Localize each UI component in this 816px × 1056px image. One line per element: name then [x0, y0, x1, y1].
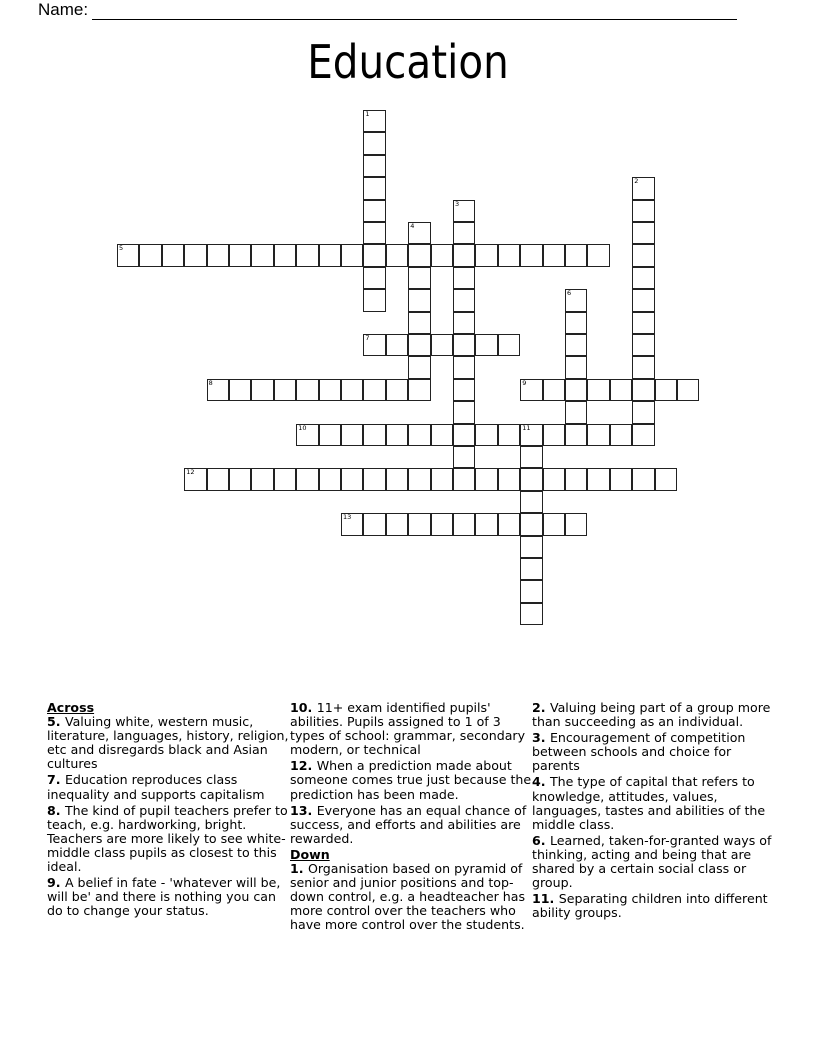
grid-cell[interactable]: [565, 356, 587, 378]
grid-cell[interactable]: [408, 356, 430, 378]
grid-cell[interactable]: [408, 424, 430, 446]
grid-cell[interactable]: [520, 580, 542, 602]
grid-cell[interactable]: [677, 379, 699, 401]
grid-cell[interactable]: [632, 200, 654, 222]
down-clue: 11. Separating children into different ability groups.: [532, 891, 768, 921]
grid-cell[interactable]: [431, 513, 453, 535]
grid-cell[interactable]: [319, 379, 341, 401]
grid-cell[interactable]: [363, 132, 385, 154]
grid-cell[interactable]: [207, 379, 229, 401]
grid-cell[interactable]: [655, 468, 677, 490]
grid-cell[interactable]: [610, 379, 632, 401]
grid-cell[interactable]: [431, 334, 453, 356]
grid-cell[interactable]: [319, 468, 341, 490]
grid-cell[interactable]: [587, 468, 609, 490]
grid-cell[interactable]: [229, 379, 251, 401]
grid-cell[interactable]: [632, 424, 654, 446]
grid-cell[interactable]: [386, 334, 408, 356]
grid-cell[interactable]: [431, 468, 453, 490]
grid-cell[interactable]: [632, 334, 654, 356]
across-clue: 10. 11+ exam identified pupils' abilities. Pupils assigned to 1 of 3 types of school: grammar, secondary modern, or technical: [290, 700, 526, 758]
clue-text: Separating children into different ability groups.: [532, 891, 768, 921]
grid-cell[interactable]: [453, 446, 475, 468]
clues-column-3: [532, 701, 777, 922]
grid-cell[interactable]: [520, 491, 542, 513]
grid-cell[interactable]: [543, 513, 565, 535]
clues-column-2: [290, 701, 535, 935]
grid-cell[interactable]: [543, 468, 565, 490]
grid-cell[interactable]: [610, 468, 632, 490]
clue-number: 6: [532, 832, 541, 848]
clue-number: 12: [290, 758, 308, 774]
grid-cell[interactable]: [431, 424, 453, 446]
cell-number: 8: [208, 378, 213, 387]
across-clue: 12. When a prediction made about someone comes true just because the prediction has been made.: [290, 758, 532, 802]
grid-cell[interactable]: [363, 155, 385, 177]
grid-cell[interactable]: [386, 513, 408, 535]
grid-cell[interactable]: [453, 401, 475, 423]
grid-cell[interactable]: [363, 267, 385, 289]
cell-number: 5: [119, 244, 124, 253]
clue-text: 11+ exam identified pupils' abilities. Pupils assigned to 1 of 3 types of school: grammar, secondary modern, or technical: [290, 700, 526, 758]
grid-cell[interactable]: [520, 244, 542, 266]
cell-number: 9: [522, 378, 527, 387]
name-label: Name:: [38, 0, 89, 19]
grid-cell[interactable]: [498, 334, 520, 356]
down-clue: 3. Encouragement of competition between schools and choice for parents: [532, 730, 746, 774]
grid-cell[interactable]: [587, 379, 609, 401]
across-clue: 13. Everyone has an equal chance of success, and efforts and abilities are rewarded.: [290, 802, 527, 846]
grid-cell[interactable]: [162, 244, 184, 266]
grid-cell[interactable]: [251, 379, 273, 401]
grid-cell[interactable]: [655, 379, 677, 401]
clue-text: Everyone has an equal chance of success, and efforts and abilities are rewarded.: [290, 802, 527, 846]
grid-cell[interactable]: [274, 468, 296, 490]
grid-cell[interactable]: [453, 379, 475, 401]
clue-text: Valuing white, western music, literature, languages, history, religion, etc and disregards black and Asian cultures: [47, 714, 289, 772]
grid-cell[interactable]: [453, 200, 475, 222]
grid-cell[interactable]: [453, 334, 475, 356]
clue-number: 13: [290, 802, 308, 818]
grid-cell[interactable]: [408, 267, 430, 289]
down-clue: 4. The type of capital that refers to knowledge, attitudes, values, languages, tastes and abilities of the middle class.: [532, 774, 766, 832]
grid-cell[interactable]: [520, 424, 542, 446]
grid-cell[interactable]: [632, 379, 654, 401]
grid-cell[interactable]: [184, 244, 206, 266]
grid-cell[interactable]: [587, 424, 609, 446]
grid-cell[interactable]: [296, 424, 318, 446]
grid-cell[interactable]: [632, 356, 654, 378]
grid-cell[interactable]: [386, 244, 408, 266]
grid-cell[interactable]: [520, 558, 542, 580]
clue-number: 7: [47, 772, 56, 788]
across-clue: 5. Valuing white, western music, literature, languages, history, religion, etc and disregards black and Asian cultures: [47, 714, 289, 772]
down-heading: Down: [290, 846, 330, 862]
grid-cell[interactable]: [117, 244, 139, 266]
grid-cell[interactable]: [408, 289, 430, 311]
grid-cell[interactable]: [274, 244, 296, 266]
clue-text: Organisation based on pyramid of senior and junior positions and top-down control, e.g. a headteacher has more control over the teachers who have more control over the students.: [290, 861, 526, 933]
grid-cell[interactable]: [363, 222, 385, 244]
clue-number: 8: [47, 802, 56, 818]
grid-cell[interactable]: [565, 289, 587, 311]
grid-cell[interactable]: [565, 424, 587, 446]
across-clue: 9. A belief in fate - 'whatever will be, will be' and there is nothing you can do to change your status.: [47, 875, 281, 919]
clue-text: When a prediction made about someone comes true just because the prediction has been made.: [290, 758, 532, 802]
across-clue: 7. Education reproduces class inequality and supports capitalism: [47, 772, 265, 802]
grid-cell[interactable]: [632, 312, 654, 334]
grid-cell[interactable]: [632, 267, 654, 289]
down-clue: 2. Valuing being part of a group more than succeeding as an individual.: [532, 700, 771, 730]
grid-cell[interactable]: [453, 513, 475, 535]
grid-cell[interactable]: [363, 513, 385, 535]
clue-number: 5: [47, 714, 56, 730]
clue-number: 1: [290, 861, 299, 877]
clues-column-1: [47, 701, 292, 920]
grid-cell[interactable]: [520, 536, 542, 558]
grid-cell[interactable]: [251, 468, 273, 490]
grid-cell[interactable]: [229, 468, 251, 490]
clue-text: The kind of pupil teachers prefer to teach, e.g. hardworking, bright. Teachers are more likely to see white-middle class pupils as closest to this ideal.: [47, 802, 288, 875]
cell-number: 11: [522, 423, 531, 432]
grid-cell[interactable]: [386, 379, 408, 401]
grid-cell[interactable]: [565, 312, 587, 334]
clue-text: Valuing being part of a group more than succeeding as an individual.: [532, 700, 771, 730]
grid-cell[interactable]: [453, 244, 475, 266]
grid-cell[interactable]: [475, 244, 497, 266]
grid-cell[interactable]: [408, 222, 430, 244]
grid-cell[interactable]: [363, 177, 385, 199]
across-heading: Across: [47, 700, 95, 715]
grid-cell[interactable]: [475, 468, 497, 490]
grid-cell[interactable]: [475, 424, 497, 446]
grid-cell[interactable]: [408, 379, 430, 401]
grid-cell[interactable]: [408, 312, 430, 334]
clue-number: 11: [532, 891, 550, 907]
grid-cell[interactable]: [408, 468, 430, 490]
clue-number: 3: [532, 730, 541, 746]
grid-cell[interactable]: [139, 244, 161, 266]
grid-cell[interactable]: [520, 446, 542, 468]
cell-number: 13: [343, 513, 352, 522]
grid-cell[interactable]: [207, 244, 229, 266]
grid-cell[interactable]: [386, 468, 408, 490]
grid-cell[interactable]: [453, 289, 475, 311]
clue-text: Encouragement of competition between schools and choice for parents: [532, 730, 746, 774]
clue-number: 10: [290, 700, 308, 715]
grid-cell[interactable]: [498, 424, 520, 446]
down-clue: 6. Learned, taken-for-granted ways of thinking, acting and being that are shared by a certain social class or group.: [532, 832, 772, 891]
grid-cell[interactable]: [229, 244, 251, 266]
grid-cell[interactable]: [565, 513, 587, 535]
cell-number: 3: [455, 199, 460, 208]
grid-cell[interactable]: [565, 468, 587, 490]
grid-cell[interactable]: [565, 379, 587, 401]
grid-cell[interactable]: [453, 222, 475, 244]
grid-cell[interactable]: [498, 468, 520, 490]
grid-cell[interactable]: [453, 267, 475, 289]
grid-cell[interactable]: [363, 379, 385, 401]
grid-cell[interactable]: [363, 110, 385, 132]
cell-number: 10: [298, 423, 307, 432]
grid-cell[interactable]: [363, 289, 385, 311]
grid-cell[interactable]: [453, 468, 475, 490]
grid-cell[interactable]: [207, 468, 229, 490]
page-title: Education: [307, 35, 509, 89]
clue-text: Education reproduces class inequality and supports capitalism: [47, 772, 265, 802]
grid-cell[interactable]: [408, 513, 430, 535]
cell-number: 6: [567, 289, 572, 298]
grid-cell[interactable]: [341, 244, 363, 266]
cell-number: 12: [186, 468, 195, 477]
grid-cell[interactable]: [363, 468, 385, 490]
grid-cell[interactable]: [431, 244, 453, 266]
cell-number: 2: [634, 177, 639, 186]
grid-cell[interactable]: [274, 379, 296, 401]
grid-cell[interactable]: [363, 200, 385, 222]
cell-number: 7: [365, 334, 370, 342]
grid-cell[interactable]: [341, 513, 363, 535]
down-clue: 1. Organisation based on pyramid of senior and junior positions and top-down control, e.g. a headteacher has more control over the teachers who have more control over the students.: [290, 861, 526, 933]
grid-cell[interactable]: [610, 424, 632, 446]
clue-text: The type of capital that refers to knowledge, attitudes, values, languages, tastes and abilities of the middle class.: [532, 774, 766, 832]
clue-text: Learned, taken-for-granted ways of thinking, acting and being that are shared by a certain social class or group.: [532, 832, 772, 891]
grid-cell[interactable]: [363, 424, 385, 446]
grid-cell[interactable]: [319, 244, 341, 266]
grid-cell[interactable]: [587, 244, 609, 266]
grid-cell[interactable]: [296, 379, 318, 401]
grid-cell[interactable]: [296, 468, 318, 490]
grid-cell[interactable]: [543, 424, 565, 446]
grid-cell[interactable]: [341, 424, 363, 446]
grid-cell[interactable]: [543, 244, 565, 266]
grid-cell[interactable]: [408, 334, 430, 356]
grid-cell[interactable]: [632, 177, 654, 199]
grid-cell[interactable]: [632, 222, 654, 244]
grid-cell[interactable]: [565, 244, 587, 266]
grid-cell[interactable]: [498, 513, 520, 535]
grid-cell[interactable]: [386, 424, 408, 446]
grid-cell[interactable]: [363, 244, 385, 266]
cell-number: 1: [365, 110, 370, 118]
grid-cell[interactable]: [632, 289, 654, 311]
grid-cell[interactable]: [184, 468, 206, 490]
clue-number: 2: [532, 700, 541, 715]
grid-cell[interactable]: [341, 379, 363, 401]
grid-cell[interactable]: [363, 334, 385, 356]
grid-cell[interactable]: [565, 401, 587, 423]
grid-cell[interactable]: [475, 513, 497, 535]
grid-cell[interactable]: [632, 401, 654, 423]
grid-cell[interactable]: [319, 424, 341, 446]
grid-cell[interactable]: [632, 244, 654, 266]
grid-cell[interactable]: [453, 312, 475, 334]
grid-cell[interactable]: [520, 468, 542, 490]
grid-cell[interactable]: [453, 356, 475, 378]
grid-cell[interactable]: [543, 379, 565, 401]
grid-cell[interactable]: [475, 334, 497, 356]
across-clue: 8. The kind of pupil teachers prefer to teach, e.g. hardworking, bright. Teachers are more likely to see white-middle class pupils as closest to this ideal.: [47, 802, 288, 875]
grid-cell[interactable]: [453, 424, 475, 446]
grid-cell[interactable]: [632, 468, 654, 490]
grid-cell[interactable]: [520, 379, 542, 401]
cell-number: 4: [410, 222, 415, 230]
clue-number: 9: [47, 875, 56, 891]
grid-cell[interactable]: [251, 244, 273, 266]
grid-cell[interactable]: [520, 603, 542, 625]
grid-cell[interactable]: [565, 334, 587, 356]
grid-cell[interactable]: [520, 513, 542, 535]
grid-cell[interactable]: [341, 468, 363, 490]
grid-cell[interactable]: [296, 244, 318, 266]
grid-cell[interactable]: [498, 244, 520, 266]
grid-cell[interactable]: [408, 244, 430, 266]
clue-text: A belief in fate - 'whatever will be, will be' and there is nothing you can do to change your status.: [47, 875, 281, 919]
clue-number: 4: [532, 774, 541, 790]
